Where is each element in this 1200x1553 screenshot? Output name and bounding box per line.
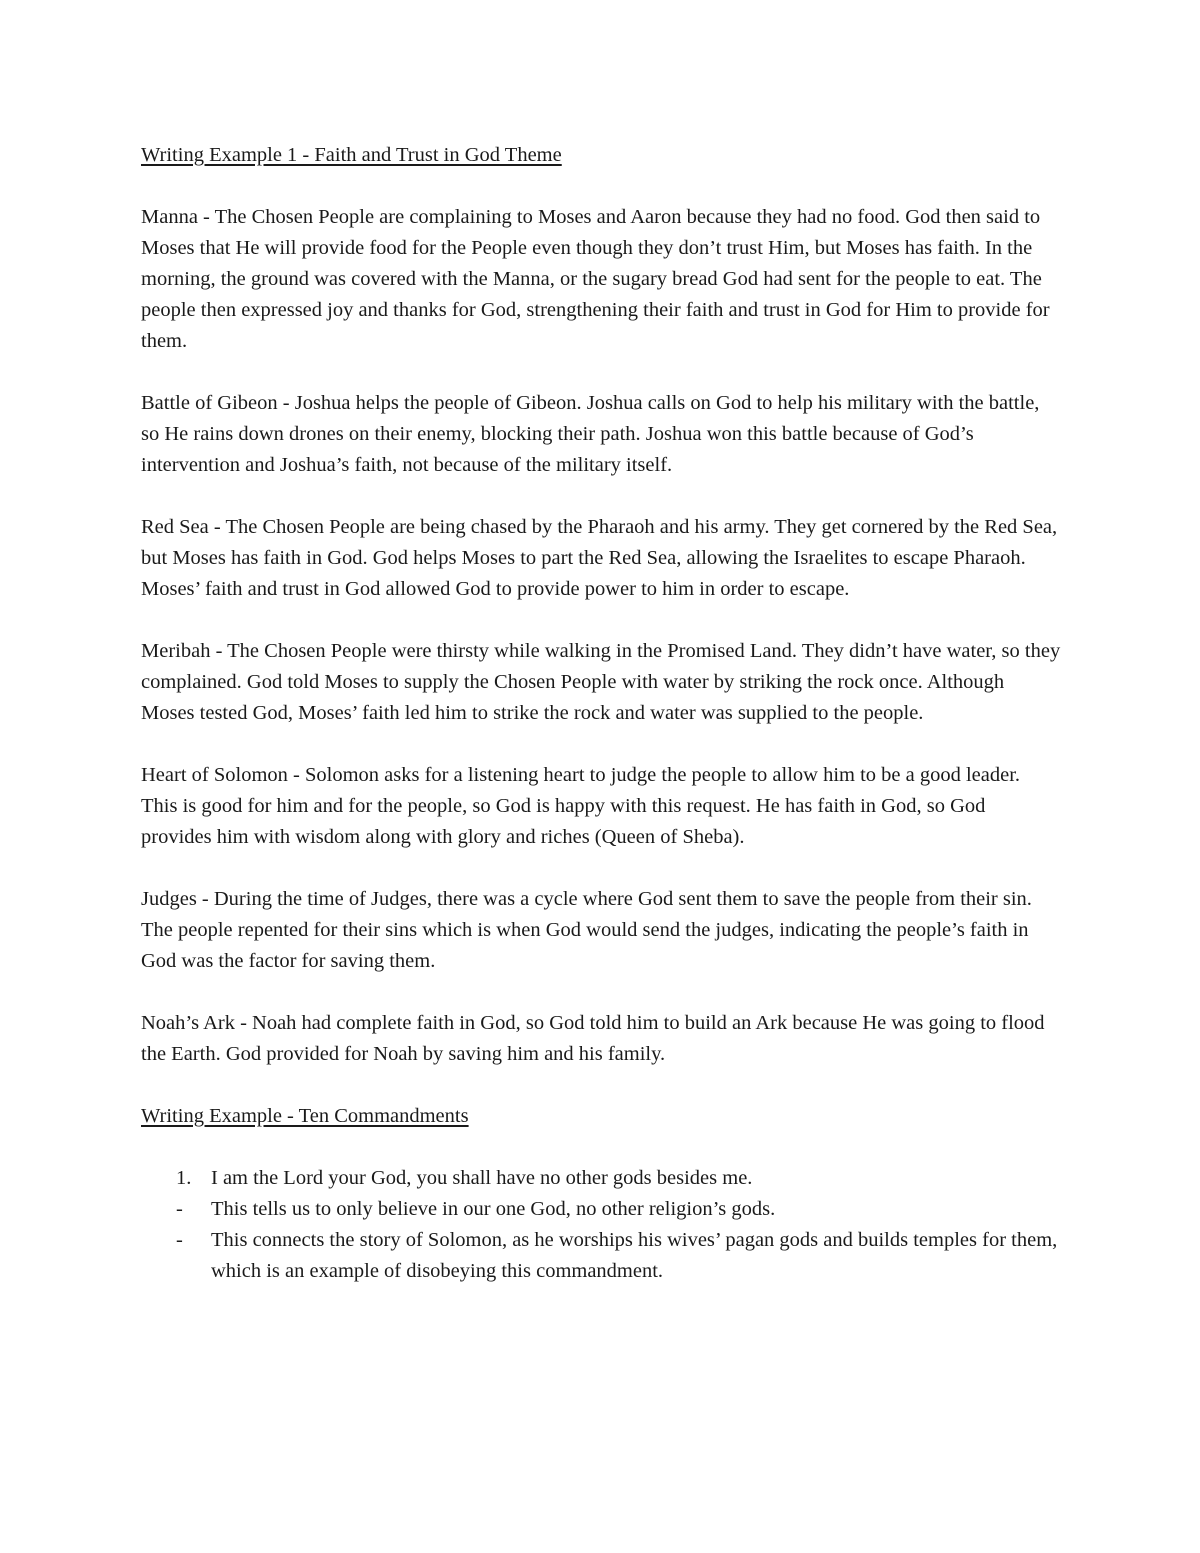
list-marker: - — [176, 1229, 183, 1251]
spacer — [141, 1132, 1061, 1163]
spacer — [141, 1070, 1061, 1101]
list-item — [141, 1194, 1061, 1225]
paragraph-heart-of-solomon: Heart of Solomon - Solomon asks for a listening heart to judge the people to allow him to be a good leader. This is good for him and for the people, so God is happy with this request. He has faith in God, so God provides him with wisdom along with glory and riches (Queen of Sheba). — [141, 764, 1021, 848]
spacer — [141, 977, 1061, 1008]
section-heading-faith: Writing Example 1 - Faith and Trust in God Theme — [141, 144, 562, 166]
paragraph-meribah: Meribah - The Chosen People were thirsty while walking in the Promised Land. They didn’t have water, so they complained. God told Moses to supply the Chosen People with water by striking the rock once. Although Moses tested God, Moses’ faith led him to strike the rock and water was supplied to the people. — [141, 640, 1061, 724]
list-item-text: This connects the story of Solomon, as he worships his wives’ pagan gods and builds temples for them, which is an example of disobeying this commandment. — [211, 1229, 1058, 1282]
section-heading-ten-commandments: Writing Example - Ten Commandments — [141, 1105, 469, 1127]
spacer — [141, 853, 1061, 884]
document-body — [141, 140, 1061, 1287]
paragraph-judges: Judges - During the time of Judges, there was a cycle where God sent them to save the people from their sin. The people repented for their sins which is when God would send the judges, indicating the people’s faith in God was the factor for saving them. — [141, 888, 1032, 972]
list-marker: - — [176, 1198, 183, 1220]
list-item — [141, 1163, 1061, 1194]
paragraph-battle-of-gibeon: Battle of Gibeon - Joshua helps the people of Gibeon. Joshua calls on God to help his military with the battle, so He rains down drones on their enemy, blocking their path. Joshua won this battle because of God’s intervention and Joshua’s faith, not because of the military itself. — [141, 392, 1040, 476]
spacer — [141, 481, 1061, 512]
spacer — [141, 605, 1061, 636]
paragraph-red-sea: Red Sea - The Chosen People are being chased by the Pharaoh and his army. They get cornered by the Red Sea, but Moses has faith in God. God helps Moses to part the Red Sea, allowing the Israelites to escape Pharaoh. Moses’ faith and trust in God allowed God to provide power to him in order to escape. — [141, 516, 1058, 600]
paragraph-manna: Manna - The Chosen People are complaining to Moses and Aaron because they had no food. God then said to Moses that He will provide food for the People even though they don’t trust Him, but Moses has faith. In the morning, the ground was covered with the Manna, or the sugary bread God had sent for the people to eat. The people then expressed joy and thanks for God, strengthening their faith and trust in God for Him to provide for them. — [141, 206, 1050, 352]
list-item-text: I am the Lord your God, you shall have no other gods besides me. — [211, 1167, 753, 1189]
spacer — [141, 729, 1061, 760]
spacer — [141, 171, 1061, 202]
list-item — [141, 1225, 1061, 1287]
list-item-text: This tells us to only believe in our one God, no other religion’s gods. — [211, 1198, 776, 1220]
commandments-list — [141, 1163, 1061, 1287]
paragraph-noahs-ark: Noah’s Ark - Noah had complete faith in God, so God told him to build an Ark because He was going to flood the Earth. God provided for Noah by saving him and his family. — [141, 1012, 1045, 1065]
spacer — [141, 357, 1061, 388]
list-marker: 1. — [176, 1167, 192, 1189]
